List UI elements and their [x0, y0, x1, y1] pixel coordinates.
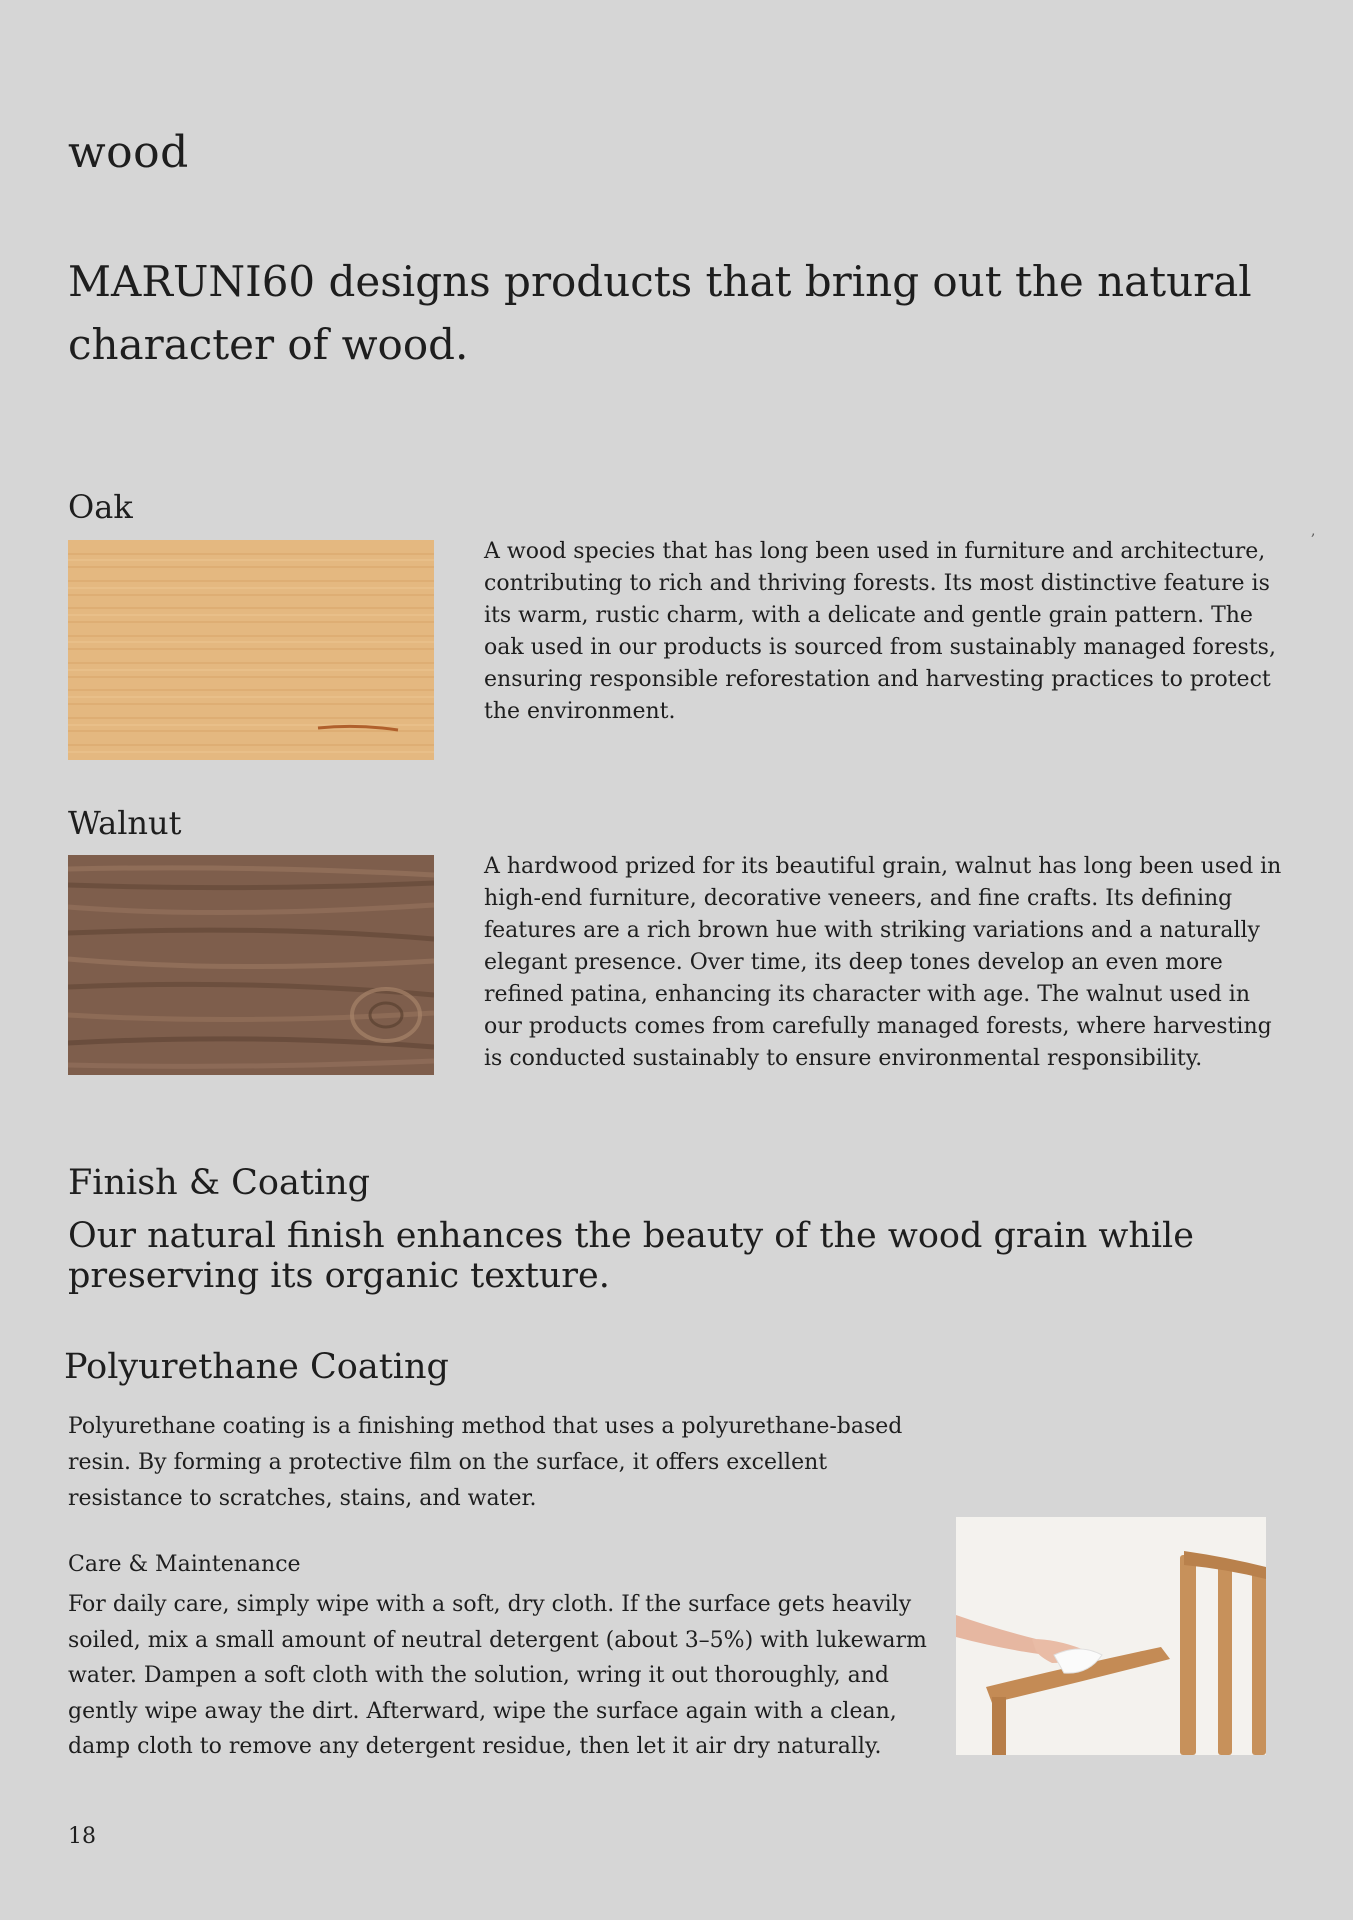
finish-heading: Finish & Coating	[68, 1163, 371, 1203]
finish-lead: Our natural finish enhances the beauty of the wood grain while preserving its organic texture.	[68, 1216, 1194, 1296]
oak-swatch-image	[68, 540, 434, 760]
cleaning-photo	[956, 1517, 1266, 1755]
coating-title: Polyurethane Coating	[64, 1347, 449, 1387]
coating-description: Polyurethane coating is a finishing method that uses a polyurethane-based resin. By forming a protective film on the surface, it offers excellent resistance to scratches, stains, and water.	[68, 1414, 903, 1511]
walnut-swatch-image	[68, 855, 434, 1075]
oak-title: Oak	[68, 488, 133, 526]
care-title: Care & Maintenance	[68, 1552, 301, 1577]
walnut-description: A hardwood prized for its beautiful grain, walnut has long been used in high-end furniture, decorative veneers, and fine crafts. Its defining features are a rich brown hue with striking variations and a naturally elegant presence. Over time, its deep tones develop an even more refined patina, enhancing its character with age. The walnut used in our products comes from carefully managed forests, where harvesting is conducted sustainably to ensure environmental responsibility.	[484, 854, 1282, 1071]
walnut-title: Walnut	[68, 804, 182, 842]
intro-lead: MARUNI60 designs products that bring out the natural character of wood.	[68, 257, 1252, 369]
stray-mark: ,	[1311, 523, 1316, 539]
care-text: For daily care, simply wipe with a soft, dry cloth. If the surface gets heavily soiled, mix a small amount of neutral detergent (about 3–5%) with lukewarm water. Dampen a soft cloth with the solution, wring it out thoroughly, and gently wipe away the dirt. Afterward, wipe the surface again with a clean, damp cloth to remove any detergent residue, then let it air dry naturally.	[68, 1592, 927, 1759]
oak-description: A wood species that has long been used in furniture and architecture, contributing to rich and thriving forests. Its most distinctive feature is its warm, rustic charm, with a delicate and gentle grain pattern. The oak used in our products is sourced from sustainably managed forests, ensuring responsible reforestation and harvesting practices to protect the environment.	[484, 539, 1276, 724]
page-number: 18	[68, 1824, 96, 1849]
section-label: wood	[68, 127, 189, 178]
